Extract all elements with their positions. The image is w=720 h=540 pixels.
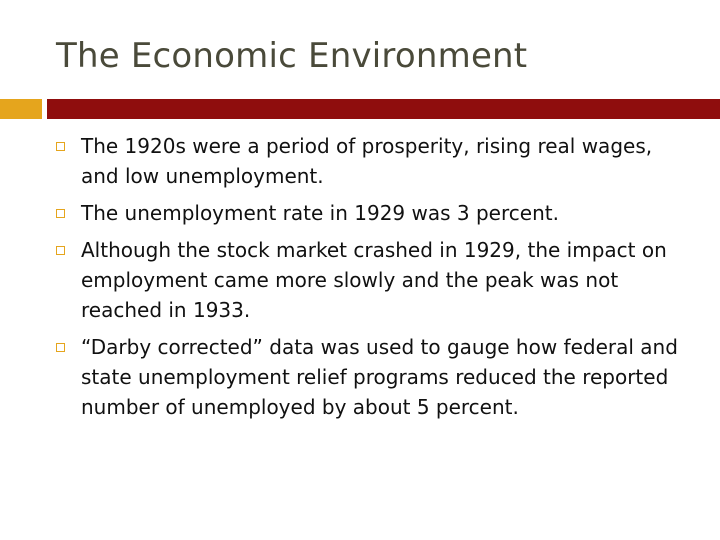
hollow-square-bullet-icon [56, 209, 65, 218]
title-accent-bar-red [47, 99, 720, 119]
slide-title: The Economic Environment [56, 36, 528, 76]
bullet-item [56, 131, 696, 191]
bullet-text: “Darby corrected” data was used to gauge how federal and state unemployment relief programs reduced the reported number of unemployed by about 5 percent. [81, 335, 678, 419]
hollow-square-bullet-icon [56, 246, 65, 255]
bullet-text: Although the stock market crashed in 1929, the impact on employment came more slowly and the peak was not reached in 1933. [81, 238, 667, 322]
bullet-item [56, 332, 696, 422]
hollow-square-bullet-icon [56, 142, 65, 151]
hollow-square-bullet-icon [56, 343, 65, 352]
bullet-item [56, 235, 696, 325]
bullet-text: The 1920s were a period of prosperity, rising real wages, and low unemployment. [81, 134, 653, 188]
bullet-list [56, 131, 696, 429]
title-accent-bar-gold [0, 99, 42, 119]
bullet-item [56, 198, 696, 228]
bullet-text: The unemployment rate in 1929 was 3 percent. [81, 201, 559, 225]
